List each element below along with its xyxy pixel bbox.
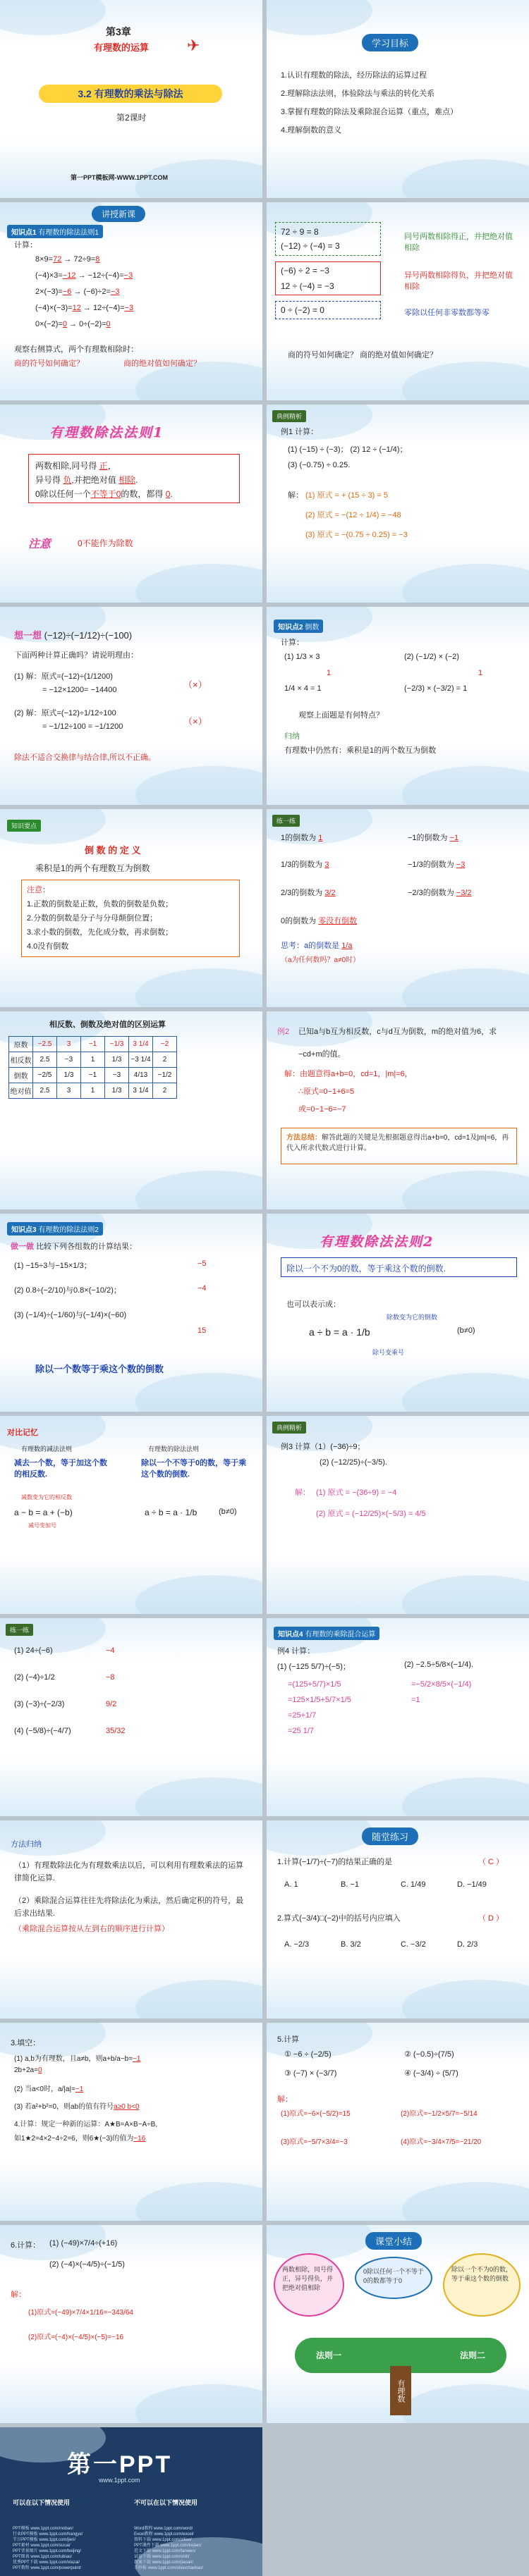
def-title: 倒 数 的 定 义 (85, 845, 141, 856)
slide-observe[interactable] (267, 202, 529, 400)
table-row: 倒数 −2/5 1/3 −1 −3 4/13 −1/2 (9, 1068, 177, 1083)
site-label: 第一PPT模板网-WWW.1PPT.COM (71, 174, 168, 181)
method-2: （2）乘除混合运算往往先将除法化为乘法，然后确定积的符号，最后求出结果. (14, 1897, 244, 1918)
wrong-mark-1: （×） (183, 679, 207, 690)
opt-2b[interactable]: B. 3/2 (341, 1940, 361, 1949)
rule-line-3: 0除以任何一个不等于0的数，都得 0. (35, 489, 173, 499)
s3: (3)原式=−5/7×3/4=−3 (281, 2138, 348, 2146)
p1: (1) (−125 5/7)÷(−5)； (277, 1663, 351, 1671)
problem-1-2: (1) (−15) ÷ (−3)； (2) 12 ÷ (−1/4)； (288, 445, 408, 454)
note-text: 0不能作为除数 (78, 538, 133, 548)
goal-3: 3.掌握有理数的除法及乘除混合运算（重点，难点） (281, 108, 458, 116)
link-item[interactable]: 优秀PPT下载 www.1ppt.com/xiazai/ (13, 2560, 80, 2565)
rule-title: 有理数除法法则2 (320, 1234, 434, 1250)
calc-label: 计算： (281, 639, 304, 647)
slide-practice-2[interactable] (0, 1618, 262, 1816)
link-item[interactable]: Excel教程 www.1ppt.com/excel/ (134, 2532, 194, 2537)
row-3: 2×(−3)=−6 → (−6)÷2=−3 (35, 288, 120, 296)
slide-example-3[interactable] (267, 1416, 529, 1614)
link-item[interactable]: PPT课件下载 www.1ppt.com/kejian/ (134, 2544, 202, 2548)
summary-title: 课堂小结 (365, 2232, 422, 2250)
example-label: 例2 (277, 1028, 290, 1036)
a1: −5 (197, 1259, 207, 1268)
table-title: 相反数、倒数及绝对值的区别运算 (49, 1021, 166, 1029)
question-sign: 商的符号如何确定？ (14, 359, 84, 368)
p2: (2) 0.8÷(−2/10)与0.8×(−10/2)； (14, 1286, 121, 1295)
q5: 2/3的倒数为 3/2 (281, 889, 336, 897)
example-text-2: −cd+m的值。 (298, 1050, 346, 1059)
definition: 乘积是1的两个有理数互为倒数 (35, 863, 150, 873)
p2: (2) −2.5÷5/8×(−1/4). (404, 1660, 474, 1669)
slide-title[interactable] (0, 0, 262, 198)
link-item[interactable]: 行业PPT模板 www.1ppt.com/hangye/ (13, 2532, 83, 2537)
opt-2d[interactable]: D. 2/3 (457, 1940, 478, 1949)
tag: 知识要点 (7, 820, 41, 832)
left-heading: 可以在以下情况使用 (13, 2499, 71, 2506)
result-2: 或=0−1−6=−7 (298, 1105, 346, 1114)
conclusion: 除以一个数等于乘这个数的倒数 (35, 1364, 164, 1374)
slide-calc-6[interactable] (0, 2225, 262, 2423)
period: 第2课时 (116, 113, 147, 123)
note-label: 注意 (28, 538, 51, 550)
expr-5: 0 ÷ (−2) = 0 (281, 305, 324, 315)
a3: 15 (197, 1326, 207, 1335)
solution-label: 解： (288, 491, 303, 500)
answer-2: (2) 原式 = (−12/25)×(−5/3) = 4/5 (316, 1510, 426, 1518)
summary-bubble-1: 两数相除，同号得正，异号得负，并把绝对值相除 (274, 2253, 344, 2317)
slide-table[interactable] (0, 1011, 262, 1209)
links-col-1 (13, 2526, 83, 2571)
p2: ② (−0.5)÷(7/5) (404, 2050, 454, 2059)
division-cond: (b≠0) (219, 1508, 237, 1516)
link-item[interactable]: 试卷下载 www.1ppt.com/shiti/ (134, 2555, 190, 2559)
head: 6.计算： (11, 2241, 41, 2250)
a4: 35/32 (106, 1727, 126, 1735)
question: 下面两种计算正确吗？请说明理由： (14, 651, 138, 660)
method-2b: = −1/12÷100 = −1/1200 (42, 722, 123, 731)
subtraction-label-1: 减数变为它的相反数 (21, 1494, 72, 1500)
example-title: 例1 计算： (281, 428, 319, 436)
goals-heading: 学习目标 (362, 34, 418, 51)
note-2: 2.分数的倒数是分子与分母颠倒位置； (27, 914, 158, 923)
p1: (1) (−49)×7/4÷(+16) (49, 2239, 118, 2248)
paper-plane-icon: ✈ (187, 37, 200, 54)
branch-1: 法则一 (316, 2350, 342, 2360)
link-item[interactable]: PPT素材 www.1ppt.com/sucai/ (13, 2544, 71, 2548)
problem-4: (−2/3) × (−3/2) = 1 (404, 684, 468, 693)
l1: (1) a,b为有理数，且a≠b，则a+b/a−b=−1 (14, 2055, 141, 2063)
slide-summary[interactable] (267, 2225, 529, 2423)
method-2: (2) 解：原式=(−12)÷1/12÷100 (14, 709, 116, 717)
head: 5.计算 (277, 2035, 300, 2044)
q2: (2) (−4)÷1/2 (14, 1673, 55, 1682)
kp-label: 知识点2 (278, 624, 303, 631)
answer-1: (1) 原式 = −(36÷9) = −4 (316, 1489, 397, 1497)
also: 也可以表示成： (286, 1300, 341, 1309)
slide-credits[interactable] (0, 2427, 262, 2576)
slide-think[interactable] (0, 607, 262, 805)
slide-definition[interactable] (0, 809, 262, 1007)
tag: 练一练 (272, 815, 300, 827)
p1: ① −6 ÷ (−2/5) (284, 2050, 332, 2059)
think: 思考：a的倒数是 1/a (281, 942, 353, 950)
links-col-2 (134, 2526, 203, 2571)
solution-label: 解： (295, 1489, 310, 1497)
kp-title: 倒数 (305, 624, 320, 631)
l4b: 如1★2=4×2−4÷2=6，则6★(−3)的值为−16 (14, 2135, 146, 2143)
method-2-note: （乘除混合运算按从左到右的顺序进行计算） (14, 1925, 169, 1933)
kp-title: 有理数的除法法则1 (38, 229, 99, 237)
table-row: 相反数 2.5 −3 1 1/3 −3 1/4 2 (9, 1052, 177, 1068)
slide-goals[interactable] (267, 0, 529, 198)
summary-label: 归纳 (284, 732, 300, 741)
summary-bubble-3: 除以一个不为0的数，等于乘这个数的倒数 (443, 2253, 521, 2317)
slide-fill-blank[interactable] (0, 2023, 262, 2221)
s4: (4)原式=−3/4×7/5=−21/20 (401, 2138, 482, 2146)
method-head: 方法归纳 (11, 1840, 42, 1849)
answer-1: (1) 原式 = + (15 ÷ 3) = 5 (305, 491, 388, 500)
sol: 解： (11, 2291, 26, 2299)
row-5: 0×(−2)=0 → 0÷(−2)=0 (35, 320, 111, 328)
note-label: 注意： (27, 886, 50, 894)
solution: 解：由题意得a+b=0，cd=1，|m|=6， (284, 1070, 413, 1078)
v2: =1 (411, 1696, 420, 1704)
condition: (b≠0) (457, 1326, 475, 1335)
tag: 典例精析 (272, 1422, 306, 1434)
section-banner: 讲授新课 (92, 206, 145, 222)
label-sign: 除号变乘号 (372, 1349, 405, 1356)
opt-1a[interactable]: A. 1 (284, 1880, 298, 1889)
v1: =−5/2×8/5×(−1/4) (411, 1680, 472, 1689)
opt-1b[interactable]: B. −1 (341, 1880, 359, 1889)
question: 商的符号如何确定？ 商的绝对值如何确定？ (288, 351, 438, 359)
kp-title: 有理数的除法法则2 (38, 1226, 99, 1234)
rule-line-2: 异号得 负,并把绝对值 相除. (35, 475, 138, 485)
note: 除法不适合交换律与结合律,所以不正确。 (14, 753, 157, 762)
kp-tag (7, 225, 103, 238)
chapter: 第3章 (106, 26, 131, 37)
link-item[interactable]: 节日PPT模板 www.1ppt.com/jieri/ (13, 2538, 76, 2542)
credits-logo: 第一PPT (67, 2451, 173, 2478)
slide-rule-2[interactable] (267, 1214, 529, 1412)
a2: −4 (197, 1284, 207, 1293)
note-negative: 异号两数相除得负，并把绝对值相除 (404, 271, 513, 291)
problem-3: (3) (−0.75) ÷ 0.25. (288, 461, 351, 469)
p1: (1) −15÷3与−15×1/3； (14, 1262, 92, 1270)
q3: 1/3的倒数为 3 (281, 861, 329, 869)
link-item[interactable]: PPT图表 www.1ppt.com/tubiao/ (13, 2555, 73, 2559)
exercise-title: 随堂练习 (362, 1828, 418, 1845)
slide-exercises[interactable] (267, 1820, 529, 2019)
slide-practice-reciprocal[interactable] (267, 809, 529, 1007)
head: 做一做 比较下列各组数的计算结果： (11, 1243, 138, 1251)
opt-2a[interactable]: A. −2/3 (284, 1940, 310, 1949)
link-item[interactable]: PPT教程 www.1ppt.com/powerpoint/ (13, 2566, 82, 2570)
head: 3.填空： (11, 2039, 41, 2047)
a3: 9/2 (106, 1700, 117, 1708)
table-row: 原数 −2.5 3 −1 −1/3 3 1/4 −2 (9, 1037, 177, 1052)
answer-2: 1 (478, 669, 483, 677)
row-2: (−4)×3=−12 → −12÷(−4)=−3 (35, 271, 133, 280)
calc-label: 计算： (14, 241, 37, 249)
question-abs: 商的绝对值如何确定？ (123, 359, 201, 368)
example: 例4 计算： (277, 1647, 315, 1656)
kp-tag (274, 620, 323, 633)
goal-4: 4.理解倒数的意义 (281, 126, 342, 135)
q6: −2/3的倒数为 −3/2 (408, 889, 472, 897)
opt-1c[interactable]: C. 1/49 (401, 1880, 426, 1889)
q1: 1.计算(−1/7)÷(−7)的结果正确的是 (277, 1858, 393, 1866)
link-item[interactable]: 资料下载 www.1ppt.com/ziliao/ (134, 2538, 192, 2542)
problem-2: (2) (−1/2) × (−2) (404, 653, 459, 661)
p4: ④ (−3/4) ÷ (5/7) (404, 2069, 458, 2078)
rule-title: 有理数除法法则1 (49, 425, 164, 440)
division-formula: a ÷ b = a · 1/b (145, 1508, 197, 1517)
rule-line-1: 两数相除,同号得 正， (35, 461, 116, 471)
question-intro: 观察右侧算式，两个有理数相除时： (14, 345, 138, 354)
p3: ③ (−7) × (−3/7) (284, 2069, 337, 2078)
s2: (2)原式=−1/2×5/7=−5/14 (401, 2110, 478, 2118)
wrong-mark-2: （×） (183, 716, 207, 727)
observe: 观察上面题是有何特点？ (298, 711, 384, 720)
subtraction-head: 有理数的减法法则 (21, 1446, 73, 1453)
answer-3: (3) 原式 = −(0.75 ÷ 0.25) = −3 (305, 531, 408, 539)
sol: 解： (277, 2095, 293, 2104)
method-1: (1) 解：原式=(−12)÷(1/1200) (14, 672, 113, 681)
kp-title: 有理数的乘除混合运算 (305, 1631, 376, 1639)
problem-3: 1/4 × 4 = 1 (284, 684, 322, 693)
a1: （ C ） (478, 1858, 504, 1866)
example-2: (2) (−12/25)÷(−3/5). (320, 1458, 387, 1467)
q4: (4) (−5/8)÷(−4/7) (14, 1727, 71, 1735)
q7: 0的倒数为 零没有倒数 (281, 917, 358, 925)
think-line: 想一想 (−12)÷(−1/12)÷(−100) (14, 630, 133, 641)
w4: =25 1/7 (288, 1727, 315, 1735)
example-text: 已知a与b互为相反数，c与d互为倒数，m的绝对值为6，求 (298, 1028, 497, 1036)
expr-4: 12 ÷ (−4) = −3 (281, 281, 334, 291)
note-4: 4.0没有倒数 (27, 942, 69, 951)
problem-1: (1) 1/3 × 3 (284, 653, 320, 661)
row-1: 8×9=72 → 72÷9=8 (35, 255, 100, 264)
lesson-title: 3.2 有理数的乘法与除法 (39, 85, 222, 103)
link-item[interactable]: PPT模板 www.1ppt.com/moban/ (13, 2527, 74, 2531)
example: 例3 计算（1）(−36)÷9； (281, 1443, 365, 1451)
opt-1d[interactable]: D. −1/49 (457, 1880, 487, 1889)
l2: (2) 当a<0时，a/|a|=−1 (14, 2085, 84, 2093)
method-1b: = −12×1200= −14400 (42, 686, 117, 694)
l1b: 2b+2a=0 (14, 2066, 42, 2074)
slide-calc-5[interactable] (267, 2023, 529, 2221)
q4: −1/3的倒数为 −3 (408, 861, 466, 869)
slide-method[interactable] (0, 1820, 262, 2019)
tree-trunk: 有理数 (390, 2366, 411, 2415)
a1: −4 (106, 1646, 115, 1655)
slide-division-rule-2[interactable] (0, 1214, 262, 1412)
slide-division-rule-1[interactable] (0, 202, 262, 400)
branch-2: 法则二 (459, 2350, 485, 2360)
goal-1: 1.认识有理数的除法，经历除法的运算过程 (281, 71, 427, 80)
formula: a ÷ b = a · 1/b (309, 1326, 370, 1338)
kp-tag (7, 1222, 103, 1235)
method-1: （1）有理数除法化为有理数乘法以后，可以利用有理数乘法的运算律简化运算. (14, 1861, 244, 1882)
q3: (3) (−3)÷(−2/3) (14, 1700, 65, 1708)
result-1: ∴原式=0−1+6=5 (298, 1087, 355, 1096)
note-zero: 零除以任何非零数都等零 (404, 309, 490, 317)
q1: (1) 24÷(−6) (14, 1646, 53, 1655)
tip: 方法总结：解答此题的关键是先根据题意得出a+b=0，cd=1及|m|=6，再代入所求代数式进行计算。 (286, 1134, 509, 1152)
answer-2: (2) 原式 = −(12 ÷ 1/4) = −48 (305, 511, 401, 519)
slide-example-1[interactable] (267, 405, 529, 603)
slide-example-2[interactable] (267, 1011, 529, 1209)
expr-2: (−12) ÷ (−4) = 3 (281, 241, 340, 251)
link-item[interactable]: PPT背景图片 www.1ppt.com/beijing/ (13, 2549, 82, 2553)
tag: 练一练 (6, 1624, 33, 1636)
l4: 4.计算：规定一种新的运算：A★B=A×B−A÷B, (14, 2121, 158, 2128)
q2: 2.算式(−3/4)□(−2)中的括号内应填入 (277, 1914, 401, 1923)
slide-mixed-ops[interactable] (267, 1618, 529, 1816)
answer-1: 1 (327, 669, 332, 677)
kp-tag (274, 1627, 379, 1640)
note-1: 1.正数的倒数是正数，负数的倒数是负数； (27, 900, 174, 908)
a2: (2)原式=(−4)×(−4/5)×(−5)=−16 (28, 2334, 124, 2341)
expr-1: 72 ÷ 9 = 8 (281, 227, 319, 237)
s1: (1)原式=−6×(−5/2)=15 (281, 2110, 351, 2118)
summary-bubble-2: 0除以任何一个不等于0的数都等于0 (355, 2257, 432, 2299)
link-item[interactable]: Word教程 www.1ppt.com/word/ (134, 2527, 193, 2531)
subtraction-label-2: 减号变加号 (28, 1522, 56, 1529)
kp-label: 知识点4 (278, 1631, 303, 1639)
rule-text: 除以一个不为0的数，等于乘这个数的倒数. (286, 1264, 446, 1274)
p2: (2) (−4)×(−4/5)÷(−1/5) (49, 2260, 125, 2269)
slide-reciprocal[interactable] (267, 607, 529, 805)
link-item[interactable]: 手抄报 www.1ppt.com/shouchaobao/ (134, 2566, 204, 2570)
division-head: 有理数的除法法则 (148, 1446, 200, 1453)
example-tag: 典例精析 (272, 410, 306, 422)
kp-label: 知识点1 (11, 229, 37, 237)
q1: 1的倒数为 1 (281, 834, 323, 842)
note-3: 3.求小数的倒数，先化成分数，再求倒数； (27, 928, 174, 937)
subtraction-rule: 减去一个数，等于加这个数的相反数. (14, 1459, 107, 1479)
link-item[interactable]: 范文下载 www.1ppt.com/fanwen/ (134, 2549, 196, 2553)
subtraction-formula: a − b = a + (−b) (14, 1508, 73, 1517)
a1: (1)原式=(−49)×7/4×1/16=−343/64 (28, 2309, 133, 2317)
expr-3: (−6) ÷ 2 = −3 (281, 266, 329, 276)
l3: (3) 若a²+b²=0，则ab的值有符号a≥0 b<0 (14, 2103, 140, 2111)
row-4: (−4)×(−3)=12 → 12÷(−4)=−3 (35, 304, 134, 312)
w3: =25+1/7 (288, 1711, 317, 1720)
label-reciprocal: 除数变为它的倒数 (387, 1314, 438, 1321)
comparison-table (8, 1036, 177, 1099)
slide-compare[interactable] (0, 1416, 262, 1614)
w1: =(125+5/7)×1/5 (288, 1680, 341, 1689)
unit-title: 有理数的运算 (94, 42, 150, 53)
division-rule: 除以一个不等于0的数，等于乘这个数的倒数. (141, 1459, 247, 1479)
rule: 有理数中仍然有：乘积是1的两个数互为倒数 (284, 746, 437, 755)
compare-title: 对比记忆 (7, 1429, 38, 1437)
w2: =125×1/5+5/7×1/5 (288, 1696, 351, 1704)
note-positive: 同号两数相除得正，并把绝对值相除 (404, 233, 513, 252)
p3: (3) (−1/4)÷(−1/60)与(−1/4)×(−60) (14, 1311, 127, 1319)
table-row: 绝对值 2.5 3 1 1/3 3 1/4 2 (9, 1083, 177, 1099)
goal-2: 2.理解除法法则，体验除法与乘法的转化关系 (281, 90, 435, 98)
link-item[interactable]: 教案下载 www.1ppt.com/jiaoan/ (134, 2560, 194, 2565)
right-heading: 不可以在以下情况使用 (134, 2499, 198, 2506)
slide-rule-1[interactable] (0, 405, 262, 603)
credits-sub: www.1ppt.com (99, 2477, 140, 2484)
q2: −1的倒数为 −1 (408, 834, 459, 842)
a2: −8 (106, 1673, 115, 1682)
kp-label: 知识点3 (11, 1226, 37, 1234)
opt-2c[interactable]: C. −3/2 (401, 1940, 426, 1949)
think-cond: （a为任何数吗？a≠0时） (281, 956, 360, 964)
a2: （ D ） (478, 1914, 504, 1923)
